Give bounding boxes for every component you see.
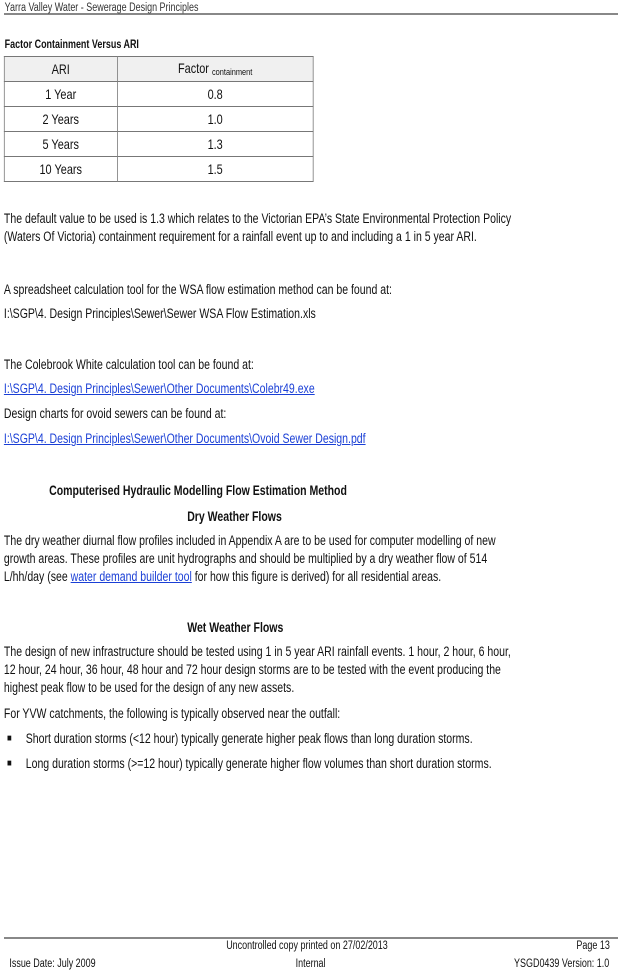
bullet-item: Long duration storms (>=12 hour) typically generate higher flow volumes than short duration storms.: [25, 756, 492, 771]
paragraph-line: L/hh/day (see water demand builder tool for how this figure is derived) for all residential areas.: [3, 569, 442, 584]
table-row: 5 Years 1.3: [4, 132, 313, 157]
paragraph-line: The default value to be used is 1.3 which relates to the Victorian EPA’s State Environmental Protection Policy: [3, 211, 512, 226]
table-header-row: [4, 57, 313, 82]
table-row: 1 Year 0.8: [4, 82, 313, 107]
subheading-dry: Dry Weather Flows: [187, 509, 282, 524]
paragraph-line: growth areas. These profiles are unit hydrographs and should be multiplied by a dry weather flow of 514: [3, 551, 488, 566]
bullet-icon: ■: [7, 758, 12, 769]
subheading-wet: Wet Weather Flows: [187, 620, 284, 635]
col-ari: ARI: [4, 57, 117, 82]
water-demand-link[interactable]: water demand builder tool: [70, 569, 192, 584]
factor-table: [4, 56, 314, 182]
paragraph-line: The Colebrook White calculation tool can be found at:: [3, 357, 254, 372]
col-factor: Factor $_{containment}$: [117, 57, 313, 82]
paragraph-line: Design charts for ovoid sewers can be found at:: [3, 406, 227, 421]
ovoid-link[interactable]: I:\SGP\4. Design Principles\Sewer\Other Documents\Ovoid Sewer Design.pdf: [3, 431, 366, 446]
footer-page: Page 13: [576, 940, 610, 952]
bullet-icon: ■: [7, 733, 12, 744]
footer-classification: Internal: [295, 958, 326, 970]
table-row: 2 Years 1.0: [4, 107, 313, 132]
section-heading: Computerised Hydraulic Modelling Flow Estimation Method: [49, 483, 347, 498]
footer-printed: Uncontrolled copy printed on 27/02/2013: [226, 940, 388, 952]
paragraph-line: A spreadsheet calculation tool for the WSA flow estimation method can be found at:: [3, 282, 392, 297]
header-title: Yarra Valley Water - Sewerage Design Principles: [4, 2, 199, 14]
table-row: 10 Years 1.5: [4, 157, 313, 182]
paragraph-line: highest peak flow to be used for the design of any new assets.: [3, 680, 295, 695]
wsa-path: I:\SGP\4. Design Principles\Sewer\Sewer WSA Flow Estimation.xls: [3, 306, 316, 321]
paragraph-line: (Waters Of Victoria) containment requirement for a rainfall event up to and including a 1 in 5 year ARI.: [3, 229, 477, 244]
colebrook-link[interactable]: I:\SGP\4. Design Principles\Sewer\Other Documents\Colebr49.exe: [3, 381, 315, 396]
paragraph-line: The dry weather diurnal flow profiles included in Appendix A are to be used for computer modelling of new: [3, 533, 496, 548]
footer-version: YSGD0439 Version: 1.0: [514, 958, 610, 970]
paragraph-line: The design of new infrastructure should be tested using 1 in 5 year ARI rainfall events. 1 hour, 2 hour, 6 hour,: [3, 644, 511, 659]
bullet-item: Short duration storms (<12 hour) typically generate higher peak flows than long duration storms.: [25, 731, 473, 746]
paragraph-line: 12 hour, 24 hour, 36 hour, 48 hour and 72 hour design storms are to be tested with the event producing the: [3, 662, 501, 677]
paragraph-line: For YVW catchments, the following is typically observed near the outfall:: [3, 706, 341, 721]
table-title: Factor Containment Versus ARI: [4, 39, 139, 51]
footer-issue-date: Issue Date: July 2009: [9, 958, 96, 970]
